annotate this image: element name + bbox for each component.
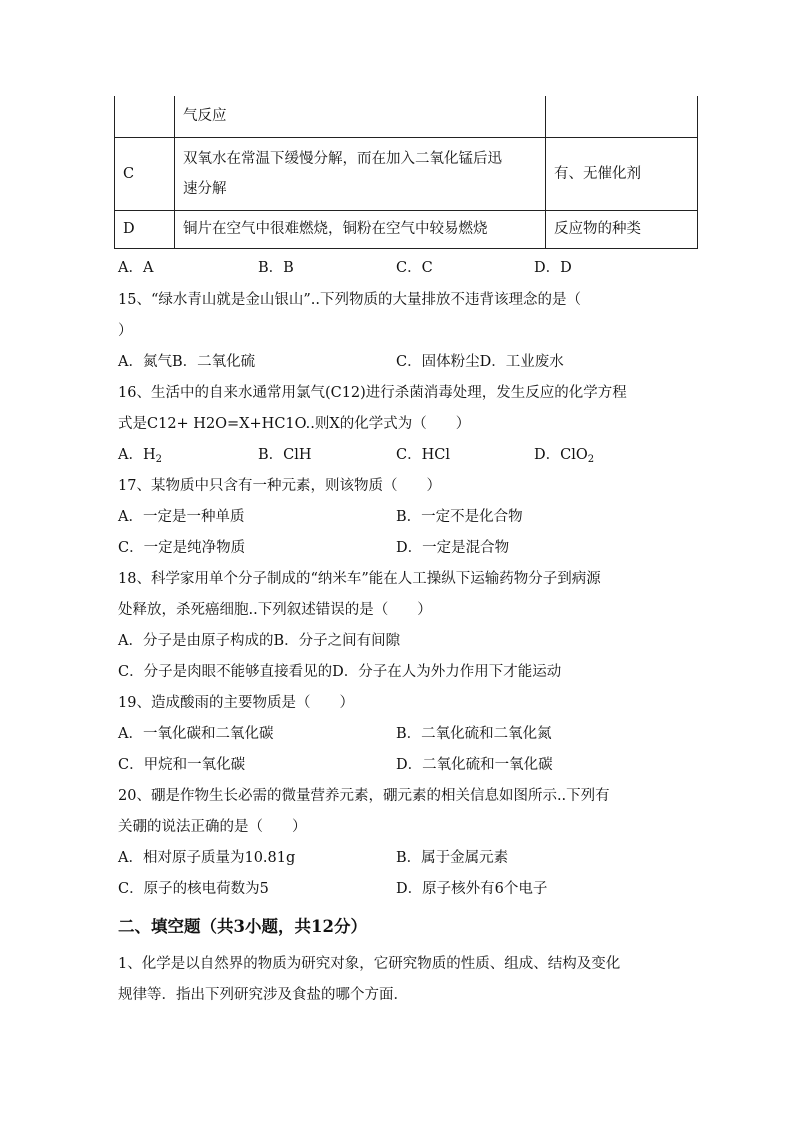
q18-stem-cont: 处释放，杀死癌细胞..下列叙述错误的是（ ）	[118, 602, 432, 618]
q16-stem: 16、生活中的自来水通常用氯气(C12)进行杀菌消毒处理，发生反应的化学方程	[118, 385, 627, 401]
cell-text: 气反应	[183, 108, 227, 125]
option-c: C．C	[396, 260, 433, 276]
option-c: C．一定是纯净物质	[118, 540, 246, 556]
q17-options-row1	[118, 507, 523, 527]
q20-stem-cont: 关硼的说法正确的是（ ）	[118, 819, 307, 835]
option-a: A．一氧化碳和二氧化碳	[118, 726, 274, 742]
subscript: 2	[155, 454, 162, 465]
q14-options	[118, 258, 572, 278]
q20-stem: 20、硼是作物生长必需的微量营养元素，硼元素的相关信息如图所示..下列有	[118, 788, 610, 804]
table-cell-label: D	[115, 210, 175, 248]
table-cell-phenomenon	[175, 210, 546, 248]
option-ab: A．氮气B．二氧化硫	[118, 354, 256, 370]
option-c: C．HCl	[396, 447, 450, 463]
q20-options-row2	[118, 879, 547, 899]
q17-options-row2	[118, 538, 509, 558]
table-cell-factor: 有、无催化剂	[546, 137, 698, 210]
q19-options-row2	[118, 755, 553, 775]
option-a	[118, 445, 258, 465]
option-b: B．B	[258, 260, 294, 276]
option-b: B．一定不是化合物	[396, 509, 523, 525]
option-a: A．一定是一种单质	[118, 509, 245, 525]
table-cell-phenomenon	[175, 96, 546, 137]
q19-stem: 19、造成酸雨的主要物质是（ ）	[118, 695, 354, 711]
table-cell-label: C	[115, 137, 175, 210]
q15-stem-cont: ）	[118, 323, 133, 339]
table-row	[115, 137, 698, 210]
option-d	[534, 445, 594, 465]
option-b: B．属于金属元素	[396, 850, 509, 866]
q16-stem-cont: 式是C12+ H2O=X+HC1O..则X的化学式为（ ）	[118, 416, 471, 432]
table-cell-label	[115, 96, 175, 137]
cell-text: 双氧水在常温下缓慢分解，而在加入二氧化锰后迅	[183, 150, 502, 167]
table-row	[115, 96, 698, 137]
q16-options	[118, 445, 594, 465]
cell-text: 铜片在空气中很难燃烧，铜粉在空气中较易燃烧	[183, 221, 488, 237]
q15-options	[118, 352, 564, 372]
experiment-table	[114, 96, 698, 249]
q15-stem: 15、“绿水青山就是金山银山”..下列物质的大量排放不违背该理念的是（	[118, 292, 581, 308]
option-a: A．相对原子质量为10.81g	[118, 850, 296, 866]
q17-stem: 17、某物质中只含有一种元素，则该物质（ ）	[118, 478, 441, 494]
option-c: C．甲烷和一氧化碳	[118, 757, 246, 773]
option-d: D．D	[534, 260, 572, 276]
table-cell-factor	[546, 96, 698, 137]
option-text: A．H	[118, 447, 156, 463]
section-heading: 二、填空题（共3小题，共12分）	[118, 917, 367, 936]
q19-options-row1	[118, 724, 552, 744]
cell-text: 速分解	[183, 180, 227, 197]
table-row	[115, 210, 698, 248]
option-d: D．一定是混合物	[396, 540, 510, 556]
option-text: D．ClO	[534, 447, 588, 463]
q18-stem: 18、科学家用单个分子制成的“纳米车”能在人工操纵下运输药物分子到病源	[118, 571, 601, 587]
option-d: D．二氧化硫和一氧化碳	[396, 757, 553, 773]
subscript: 2	[587, 454, 595, 465]
q20-options-row1	[118, 848, 508, 868]
fill-q1-stem: 1、化学是以自然界的物质为研究对象，它研究物质的性质、组成、结构及变化	[118, 956, 621, 972]
fill-q1-stem-cont: 规律等．指出下列研究涉及食盐的哪个方面．	[118, 987, 408, 1003]
option-b: B．二氧化硫和二氧化氮	[396, 726, 552, 742]
q18-options-cd: C．分子是肉眼不能够直接看见的D．分子在人为外力作用下才能运动	[118, 664, 562, 680]
q18-options-ab: A．分子是由原子构成的B．分子之间有间隙	[118, 633, 401, 649]
table-cell-phenomenon	[175, 137, 546, 210]
table-cell-factor: 反应物的种类	[546, 210, 698, 248]
option-d: D．原子核外有6个电子	[396, 881, 548, 897]
option-a: A．A	[118, 260, 154, 276]
option-c: C．原子的核电荷数为5	[118, 881, 269, 897]
option-b: B．ClH	[258, 447, 312, 463]
option-cd: C．固体粉尘D．工业废水	[396, 354, 564, 370]
